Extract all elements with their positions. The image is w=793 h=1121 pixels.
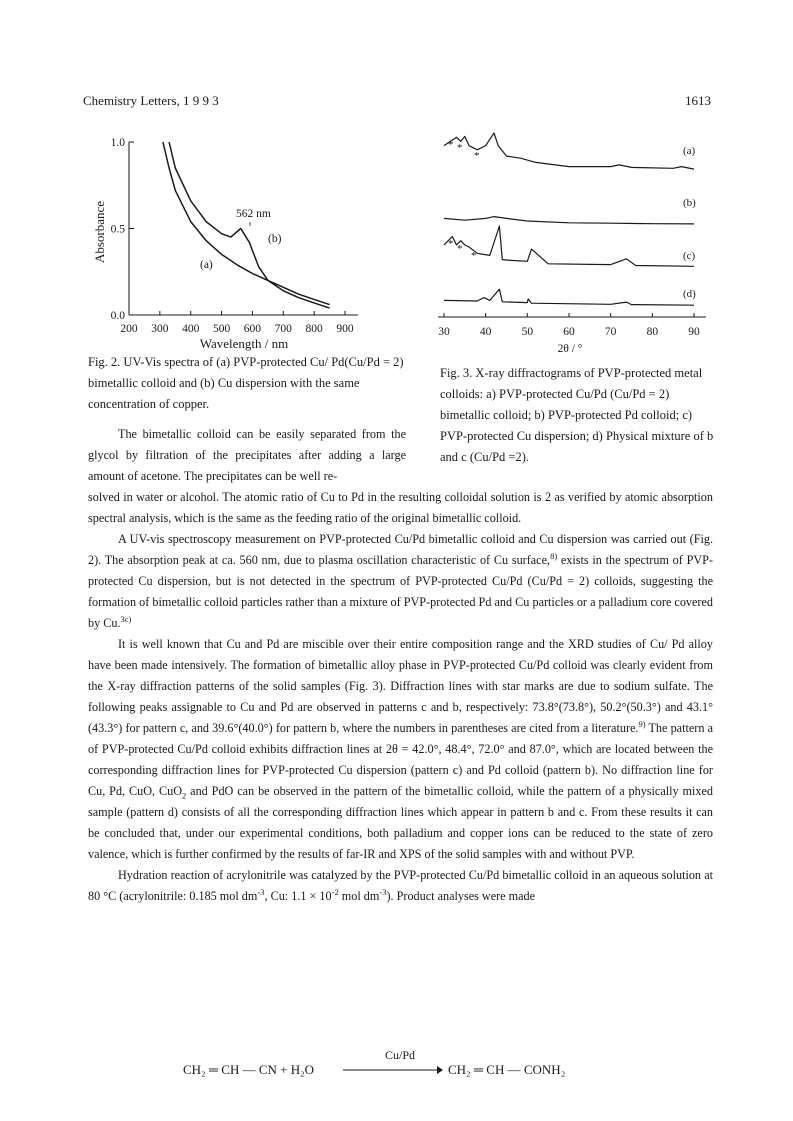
y-tick-label: 0.5 [110, 223, 125, 236]
fig2-axes [129, 142, 358, 315]
x-tick-label: 300 [151, 323, 169, 335]
fig3-label-c: (c) [683, 250, 696, 262]
star-mark: * [457, 142, 463, 154]
pattern-line-c [444, 226, 694, 266]
page-number: 1613 [685, 93, 711, 108]
reaction-equation [183, 1048, 703, 1084]
star-mark: * [474, 150, 480, 162]
pattern-line-b [444, 217, 694, 224]
series-line-b [169, 142, 330, 308]
paragraph-4: Hydration reaction of acrylonitrile was catalyzed by the PVP-protected Cu/Pd bimetallic colloid in an aqueous solution at 80 °C (acrylonitrile: 0.185 mol $dm^{-3}$, Cu: $1.1 \times 10^{-2}$ mol $dm^{-3}$). Product analyses were made [88, 868, 713, 903]
fig2-xlabel: Wavelength / nm [199, 336, 289, 351]
x-tick-label: 50 [521, 326, 534, 338]
x-tick-label: 400 [182, 323, 200, 335]
paragraph-2: A UV-vis spectroscopy measurement on PVP-protected Cu/Pd bimetallic colloid and Cu dispersion was carried out (Fig. 2). The absorption peak at ca. 560 nm, due to plasma oscillation characteristic of Cu surface,$^{8)}$ exists in the spectrum of PVP-protected Cu dispersion, but is not detected in the spectrum of PVP-protected Cu/Pd (Cu/Pd = 2) colloids, suggesting the formation of bimetallic colloid particles rather than a mixture of PVP-protected Pd and Cu particles or a palladium core covered by Cu.$^{3c)}$ [88, 532, 713, 630]
reference-marker: 8) [550, 550, 558, 561]
fig3-caption: Fig. 3. X-ray diffractograms of PVP-protected metal colloids: a) PVP-protected Cu/Pd (Cu/Pd = 2) bimetallic colloid; b) PVP-protected Pd colloid; c) PVP-protected Cu dispersion; d) Physical mixture of b and c (Cu/Pd =2). [440, 366, 714, 464]
reaction-arrow [343, 1062, 443, 1076]
equation-lhs: CH₂ ═ CH — CN + H₂O [183, 1062, 315, 1077]
y-tick-label: 0.0 [110, 310, 125, 322]
star-mark: * [448, 238, 454, 250]
x-tick-label: 60 [563, 326, 575, 338]
equation-rhs: CH₂ ═ CH — CONH₂ [448, 1062, 566, 1077]
x-tick-label: 40 [479, 326, 492, 338]
star-mark: * [448, 139, 454, 151]
fig3-xlabel: 2θ / ° [557, 343, 583, 355]
x-tick-label: 90 [688, 326, 700, 338]
x-tick-label: 900 [336, 323, 354, 335]
journal-header: Chemistry Letters, 1 9 9 3 [83, 93, 219, 108]
paragraph-3: It is well known that Cu and Pd are miscible over their entire composition range and the XRD studies of Cu/ Pd alloy have been made intensively. The formation of bimetallic alloy phase in PVP-protected Cu/Pd colloid was clearly evident from the X-ray diffraction patterns of the solid samples (Fig. 3). Diffraction lines with star marks are due to sodium sulfate. The following peaks assignable to Cu and Pd are observed in patterns c and b, respectively: 73.8°(73.8°), 50.2°(50.3°) and 43.1°(43.3°) for pattern c, and 39.6°(40.0°) for pattern b, where the numbers in parentheses are cited from a literature.$^{9)}$ The pattern a of PVP-protected Cu/Pd colloid exhibits diffraction lines at 2θ = 42.0°, 48.4°, 72.0° and 87.0°, which are located between the corresponding diffraction lines for PVP-protected Cu dispersion (pattern c) and Pd colloid (pattern b). No diffraction line for Cu, Pd, CuO, CuO$_2$ and PdO can be observed in the pattern of the bimetallic colloid, while the pattern of a physically mixed sample (pattern d) consists of all the corresponding diffraction lines which appear in pattern b and c. From these results it can be concluded that, under our experimental conditions, both palladium and copper ions can be reduced to the state of zero valence, which is further confirmed by the results of far-IR and XPS of the solid samples with and without PVP. [88, 637, 713, 861]
x-tick-label: 800 [305, 323, 323, 335]
star-mark: * [471, 250, 477, 262]
body-text [88, 487, 713, 907]
fig2-label-a: (a) [200, 259, 213, 271]
paragraph-text: The bimetallic colloid can be easily separated from the glycol by filtration of the precipitates after adding a large amount of acetone. The precipitates can be well re- [88, 427, 406, 483]
reference-marker: 3c) [120, 613, 132, 624]
x-tick-label: 600 [243, 323, 262, 335]
fig3-label-b: (b) [683, 197, 696, 209]
paragraph-1-continued: solved in water or alcohol. The atomic ratio of Cu to Pd in the resulting colloidal solution is 2 as verified by atomic absorption spectral analysis, which is the same as the feeding ratio of the original bimetallic colloid. [88, 490, 713, 525]
paragraph-1-column [88, 424, 406, 487]
pattern-line-a [444, 133, 694, 169]
fig3-label-a: (a) [683, 145, 696, 157]
star-mark: * [457, 243, 463, 255]
pattern-line-d [444, 289, 694, 305]
x-tick-label: 80 [646, 326, 659, 338]
x-tick-label: 70 [604, 326, 617, 338]
fig2-peak-label: 562 nm [236, 208, 271, 220]
series-line-a [163, 142, 330, 305]
fig2-label-b: (b) [268, 233, 282, 245]
equation-catalyst: Cu/Pd [385, 1048, 416, 1062]
x-tick-label: 500 [212, 323, 231, 335]
x-tick-label: 700 [274, 323, 292, 335]
x-tick-label: 30 [438, 326, 450, 338]
fig2-caption: Fig. 2. UV-Vis spectra of (a) PVP-protected Cu/ Pd(Cu/Pd = 2) bimetallic colloid and (b) Cu dispersion with the same concentration of copper. [88, 355, 404, 411]
y-tick-label: 1.0 [110, 137, 125, 149]
fig2-ylabel: Absorbance [92, 200, 107, 264]
reference-marker: 9) [638, 718, 646, 729]
fig3-label-d: (d) [683, 288, 696, 300]
x-tick-label: 200 [120, 323, 138, 335]
